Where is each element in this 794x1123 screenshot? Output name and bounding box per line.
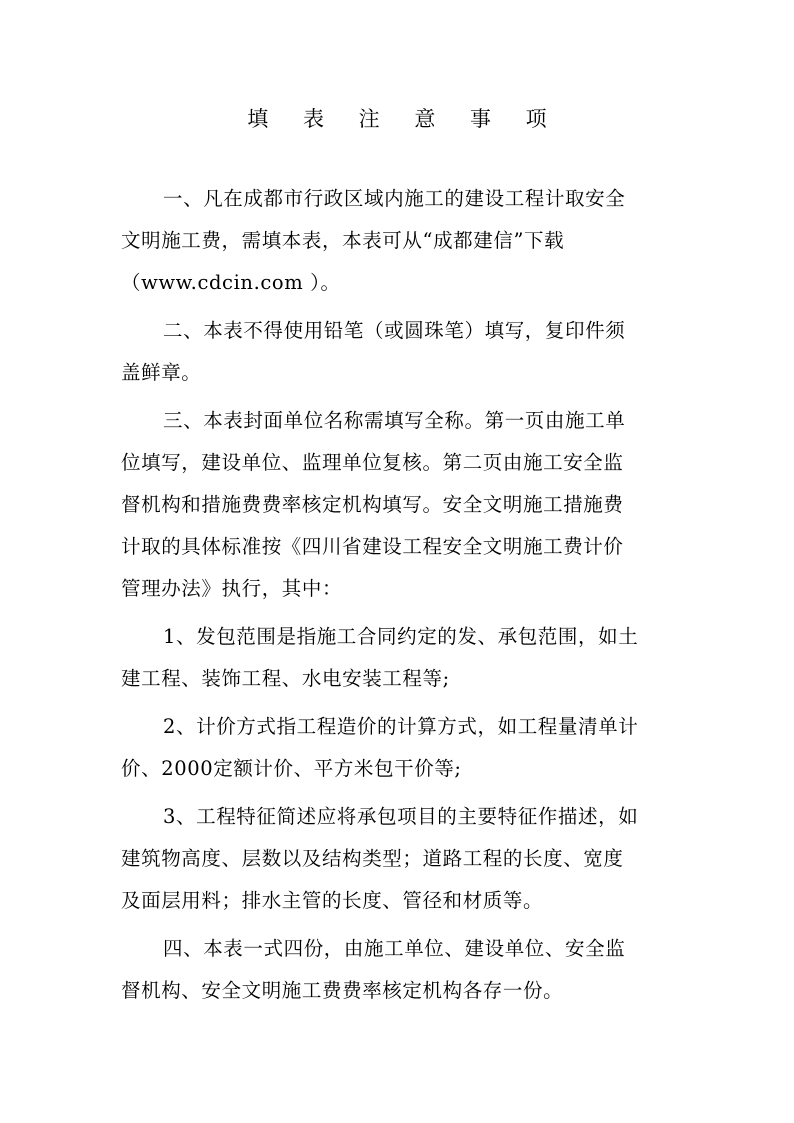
paragraph-line: 建工程、装饰工程、水电安装工程等; (121, 667, 450, 690)
paragraph-line: 位填写，建设单位、监理单位复核。第二页由施工安全监 (121, 451, 624, 474)
paragraph-line: 督机构和措施费费率核定机构填写。安全文明施工措施费 (121, 493, 624, 516)
paragraph-5 (121, 706, 661, 790)
document-body (121, 178, 661, 1012)
paragraph-line: 2、计价方式指工程造价的计算方式，如工程量清单计 (163, 715, 639, 738)
paragraph-line: 建筑物高度、层数以及结构类型；道路工程的长度、宽度 (121, 847, 624, 870)
paragraph-line: 价、2000定额计价、平方米包干价等; (121, 757, 462, 780)
paragraph-line: 二、本表不得使用铅笔（或圆珠笔）填写，复印件须 (163, 319, 626, 342)
paragraph-line: 管理办法》执行，其中： (121, 577, 343, 600)
paragraph-7 (121, 928, 661, 1012)
paragraph-line: （www.cdcin.com ）。 (121, 271, 341, 294)
paragraph-2 (121, 310, 661, 394)
paragraph-line: 一、凡在成都市行政区域内施工的建设工程计取安全 (163, 187, 626, 210)
page-title: 填 表 注 意 事 项 (247, 107, 561, 131)
paragraph-line: 三、本表封面单位名称需填写全称。第一页由施工单 (163, 409, 626, 432)
paragraph-line: 3、工程特征简述应将承包项目的主要特征作描述，如 (163, 805, 639, 828)
paragraph-line: 及面层用料；排水主管的长度、管径和材质等。 (121, 889, 544, 912)
paragraph-line: 四、本表一式四份，由施工单位、建设单位、安全监 (163, 937, 626, 960)
paragraph-1 (121, 178, 661, 304)
paragraph-line: 计取的具体标准按《四川省建设工程安全文明施工费计价 (121, 535, 624, 558)
paragraph-line: 1、发包范围是指施工合同约定的发、承包范围，如土 (163, 625, 639, 648)
paragraph-line: 文明施工费，需填本表，本表可从“成都建信”下载 (121, 229, 565, 252)
paragraph-4 (121, 616, 661, 700)
paragraph-line: 盖鲜章。 (121, 361, 202, 384)
paragraph-6 (121, 796, 661, 922)
paragraph-3 (121, 400, 661, 610)
paragraph-line: 督机构、安全文明施工费费率核定机构各存一份。 (121, 979, 564, 1002)
